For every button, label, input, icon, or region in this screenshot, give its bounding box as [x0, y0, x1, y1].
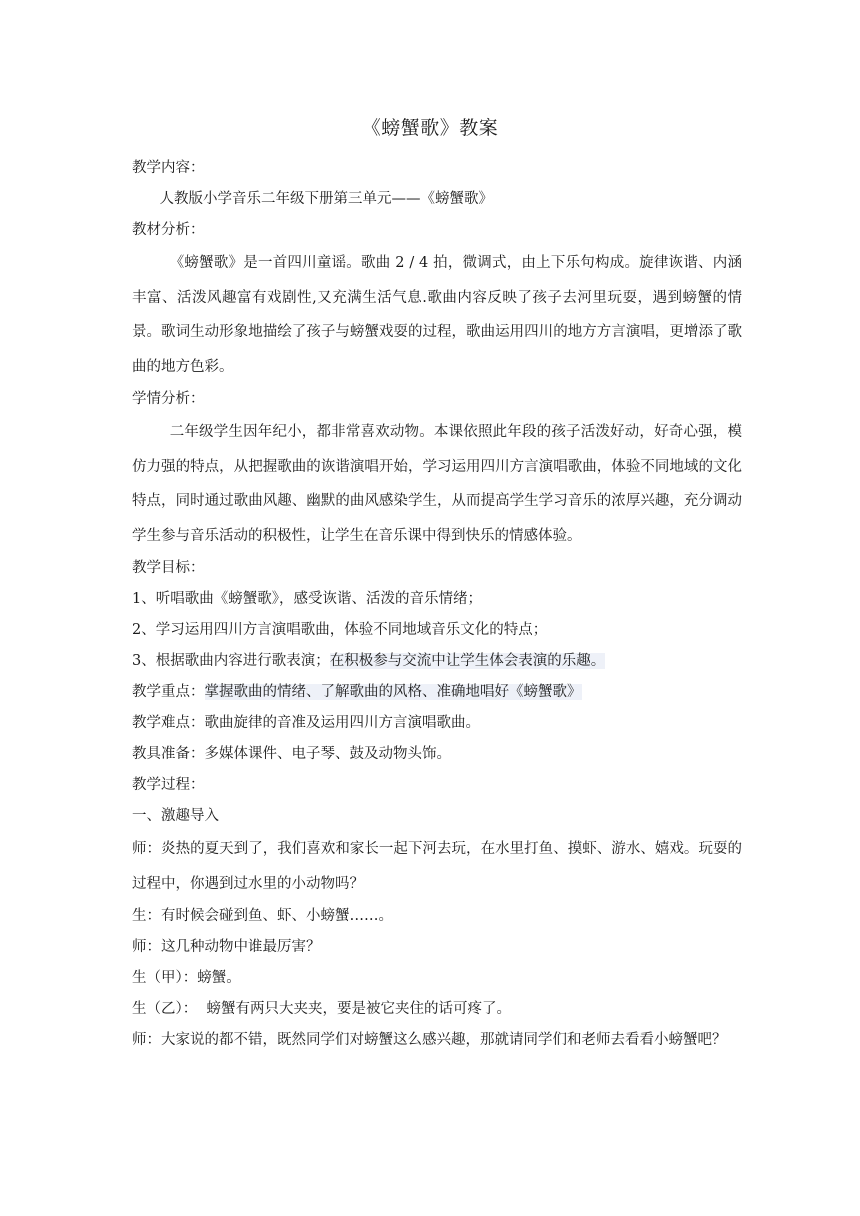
material-analysis-heading: 教材分析：	[132, 222, 205, 238]
document-title: 《螃蟹歌》教案	[361, 117, 499, 139]
student-analysis-text: 二年级学生因年纪小，都非常喜欢动物。本课依照此年段的孩子活泼好动，好奇心强，模仿力强的特点，从把握歌曲的诙谐演唱开始，学习运用四川方言演唱歌曲，体验不同地域的文化特点，同时通过歌曲风趣、幽默的曲风感染学生，从而提高学生学习音乐的浓厚兴趣，充分调动学生参与音乐活动的积极性，让学生在音乐课中得到快乐的情感体验。	[132, 424, 742, 544]
process-heading: 教学过程：	[132, 777, 205, 793]
dialogue-line-6: 师：大家说的都不错，既然同学们对螃蟹这么感兴趣，那就请同学们和老师去看看小螃蟹吧？	[132, 1032, 727, 1048]
dialogue-line-4: 生（甲）：螃蟹。	[132, 970, 241, 986]
objective-item-3-highlight: 在积极参与交流中让学生体会表演的乐趣。	[329, 653, 606, 669]
teaching-content-text: 人教版小学音乐二年级下册第三单元——《螃蟹歌》	[159, 191, 494, 207]
preparation-label: 教具准备：	[132, 746, 205, 762]
dialogue-line-2: 生：有时候会碰到鱼、虾、小螃蟹……。	[132, 908, 393, 924]
document-body	[132, 153, 742, 1056]
objective-item-2: 2、学习运用四川方言演唱歌曲，体验不同地域音乐文化的特点；	[132, 622, 548, 638]
key-point-text: 掌握歌曲的情绪、了解歌曲的风格、准确地唱好《螃蟹歌》	[204, 684, 582, 700]
difficulty-label: 教学难点：	[132, 715, 205, 731]
student-analysis-heading: 学情分析：	[132, 391, 205, 407]
objective-item-3-prefix: 3、根据歌曲内容进行歌表演；	[132, 653, 330, 669]
objective-item-1: 1、听唱歌曲《螃蟹歌》，感受诙谐、活泼的音乐情绪；	[132, 591, 482, 607]
preparation	[132, 739, 742, 770]
material-analysis-text: 《螃蟹歌》是一首四川童谣。歌曲 2 / 4 拍，微调式，由上下乐句构成。旋律诙谐、内涵丰富、活泼风趣富有戏剧性,又充满生活气息.歌曲内容反映了孩子去河里玩耍，遇到螃蟹的情景。歌词生动形象地描绘了孩子与螃蟹戏耍的过程，歌曲运用四川的地方方言演唱，更增添了歌曲的地方色彩。	[132, 255, 742, 375]
process-section-1: 一、激趣导入	[132, 808, 219, 824]
dialogue-line-5: 生（乙）： 螃蟹有两只大夹夹，要是被它夹住的话可疼了。	[132, 1001, 511, 1017]
dialogue-line-1: 师：炎热的夏天到了，我们喜欢和家长一起下河去玩，在水里打鱼、摸虾、游水、嬉戏。玩耍的过程中，你遇到过水里的小动物吗？	[132, 841, 742, 892]
preparation-text: 多媒体课件、电子琴、鼓及动物头饰。	[204, 746, 451, 762]
difficulty	[132, 708, 742, 739]
objectives-heading: 教学目标：	[132, 560, 205, 576]
key-point-label: 教学重点：	[132, 684, 205, 700]
teaching-content-heading: 教学内容：	[132, 160, 205, 176]
dialogue-line-3: 师：这几种动物中谁最厉害？	[132, 939, 321, 955]
objective-item-3	[132, 646, 742, 677]
difficulty-text: 歌曲旋律的音准及运用四川方言演唱歌曲。	[204, 715, 480, 731]
key-point	[132, 677, 742, 708]
